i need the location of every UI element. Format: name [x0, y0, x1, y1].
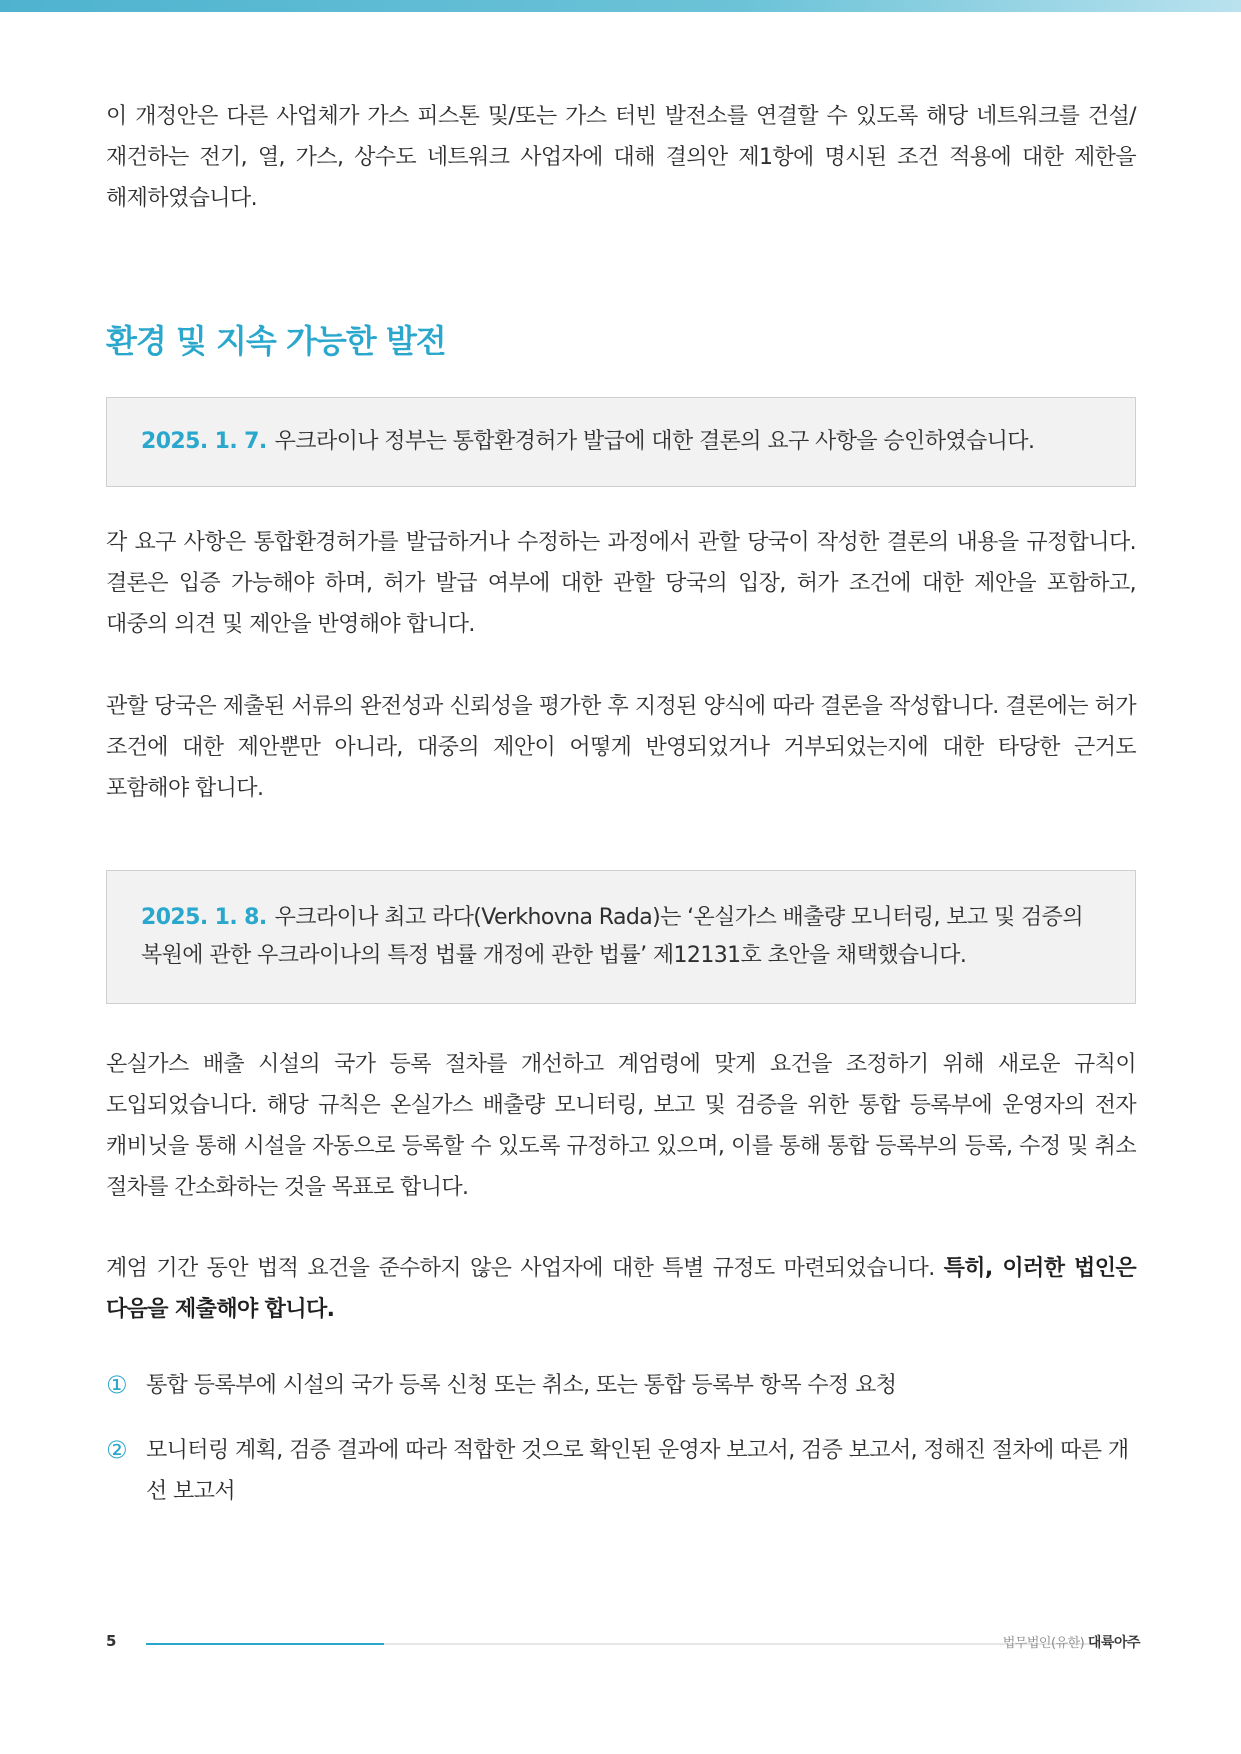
body-paragraph	[106, 1248, 1136, 1330]
section-title: 환경 및 지속 가능한 발전	[106, 322, 446, 360]
callout-box-2	[106, 870, 1136, 1004]
list-text: 통합 등록부에 시설의 국가 등록 신청 또는 취소, 또는 통합 등록부 항목 수정 요청	[146, 1373, 897, 1398]
footer-progress-fill	[146, 1643, 384, 1645]
paragraph-block-1	[106, 522, 1136, 645]
paragraph-block-2	[106, 686, 1136, 809]
firm-brand: 대륙아주	[1087, 1635, 1140, 1651]
page-number: 5	[106, 1632, 117, 1650]
callout-text: 우크라이나 정부는 통합환경허가 발급에 대한 결론의 요구 사항을 승인하였습니다.	[274, 429, 1035, 454]
intro-paragraph: 이 개정안은 다른 사업체가 가스 피스톤 및/또는 가스 터빈 발전소를 연결할 수 있도록 해당 네트워크를 건설/재건하는 전기, 열, 가스, 상수도 네트워크 사업자에 대해 결의안 제1항에 명시된 조건 적용에 대한 제한을 해제하였습니다.	[106, 104, 1136, 211]
firm-prefix: 법무법인(유한)	[1002, 1636, 1085, 1651]
list-text: 모니터링 계획, 검증 결과에 따라 적합한 것으로 확인된 운영자 보고서, 검증 보고서, 정해진 절차에 따른 개선 보고서	[146, 1438, 1129, 1504]
list-item	[106, 1430, 1136, 1512]
firm-name	[1003, 1632, 1140, 1652]
callout-date: 2025. 1. 8.	[141, 905, 267, 930]
paragraph-emphasis: 특히, 이러한 법인은 다음을 제출해야 합니다.	[106, 1256, 1136, 1322]
body-paragraph: 온실가스 배출 시설의 국가 등록 절차를 개선하고 계엄령에 맞게 요건을 조정하기 위해 새로운 규칙이 도입되었습니다. 해당 규칙은 온실가스 배출량 모니터링, 보고 및 검증을 위한 통합 등록부에 운영자의 전자 캐비닛을 통해 시설을 자동으로 등록할 수 있도록 규정하고 있으며, 이를 통해 통합 등록부의 등록, 수정 및 취소 절차를 간소화하는 것을 목표로 합니다.	[106, 1052, 1136, 1200]
list-item	[106, 1365, 1136, 1406]
body-paragraph: 관할 당국은 제출된 서류의 완전성과 신뢰성을 평가한 후 지정된 양식에 따라 결론을 작성합니다. 결론에는 허가 조건에 대한 제안뿐만 아니라, 대중의 제안이 어떻게 반영되었거나 거부되었는지에 대한 타당한 근거도 포함해야 합니다.	[106, 694, 1136, 801]
callout-date: 2025. 1. 7.	[141, 429, 267, 454]
list-number: ①	[106, 1371, 127, 1399]
body-paragraph: 각 요구 사항은 통합환경허가를 발급하거나 수정하는 과정에서 관할 당국이 작성한 결론의 내용을 규정합니다. 결론은 입증 가능해야 하며, 허가 발급 여부에 대한 관할 당국의 입장, 허가 조건에 대한 제안을 포함하고, 대중의 의견 및 제안을 반영해야 합니다.	[106, 530, 1136, 637]
footer-divider	[146, 1643, 1096, 1645]
callout-text: 우크라이나 최고 라다(Verkhovna Rada)는 ‘온실가스 배출량 모니터링, 보고 및 검증의 복원에 관한 우크라이나의 특정 법률 개정에 관한 법률’ 제12131호 초안을 채택했습니다.	[141, 905, 1083, 968]
paragraph-text: 계엄 기간 동안 법적 요건을 준수하지 않은 사업자에 대한 특별 규정도 마련되었습니다.	[106, 1256, 944, 1281]
top-accent-bar	[0, 0, 1241, 12]
page-footer	[106, 1632, 1140, 1656]
intro-paragraph-block	[106, 96, 1136, 219]
paragraph-block-4	[106, 1248, 1136, 1330]
callout-box-1	[106, 397, 1136, 487]
paragraph-block-3	[106, 1044, 1136, 1208]
list-number: ②	[106, 1436, 127, 1464]
